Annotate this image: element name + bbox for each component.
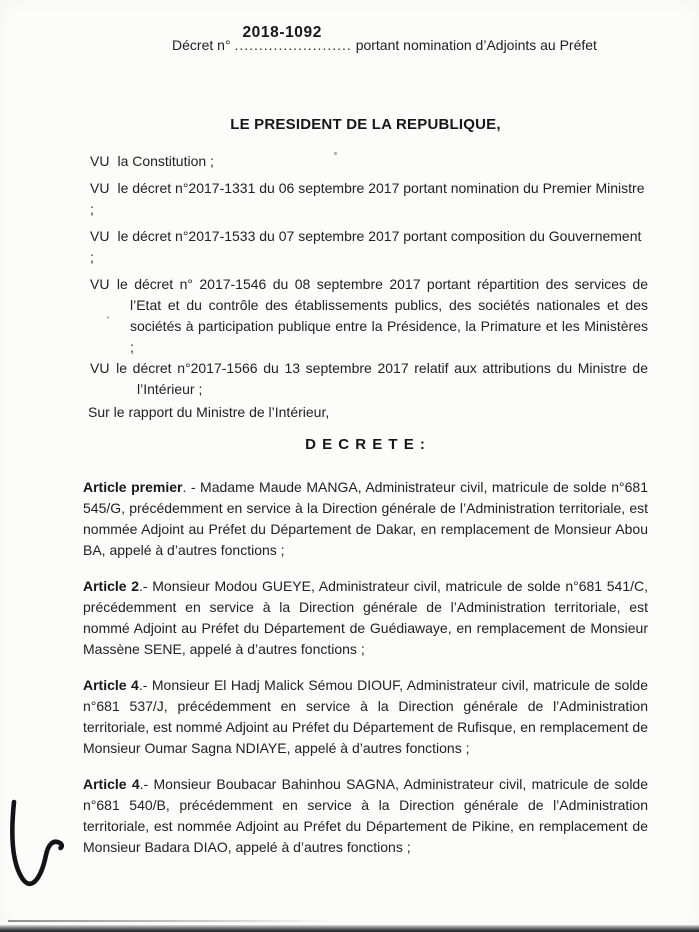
decree-header (102, 24, 667, 56)
visa-label: VU (90, 360, 110, 376)
article-paragraph (83, 477, 648, 561)
article-label: Article 4 (83, 776, 140, 792)
decree-number-slot (234, 24, 352, 56)
visa-text: le décret n°2017-1331 du 06 septembre 2017 portant nomination du Premier Ministre ; (90, 180, 645, 217)
article-paragraph (83, 576, 648, 660)
decree-subject: portant nomination d’Adjoints au Préfet (355, 37, 597, 53)
article-separator: .- (139, 578, 153, 594)
visa-item (83, 178, 648, 220)
visa-label: VU (90, 276, 110, 292)
document-title: LE PRESIDENT DE LA REPUBLIQUE, (230, 116, 501, 133)
decree-label: Décret n° (172, 37, 231, 53)
article-label: Article 4 (83, 677, 139, 693)
visa-text: la Constitution ; (117, 153, 214, 169)
article-separator: .- (139, 776, 154, 792)
visa-item (83, 358, 648, 400)
visa-label: VU (90, 153, 110, 169)
article-text: Monsieur Boubacar Bahinhou SAGNA, Administrateur civil, matricule de solde n°681 540/B, précédemment en service à la Direction générale de l’Administration territoriale, est nommée Adjoint au Préfet du Département de Pikine, en remplacement de Monsieur Badara DIAO, appelé à d’autres fonctions ; (83, 776, 648, 855)
dotted-line: ........................ (234, 37, 352, 53)
article-text: Monsieur El Hadj Malick Sémou DIOUF, Administrateur civil, matricule de solde n°681 537/J, précédemment en service à la Direction générale de l’Administration territoriale, est nommé Adjoint au Préfet du Département de Rufisque, en remplacement de Monsieur Oumar Sagna NDIAYE, appelé à d’autres fonctions ; (83, 677, 648, 756)
visa-text: le décret n°2017-1566 du 13 septembre 2017 relatif aux attributions du Ministre de l’Intérieur ; (116, 360, 648, 397)
article-text: Madame Maude MANGA, Administrateur civil, matricule de solde n°681 545/G, précédemment en service à la Direction générale de l’Administration territoriale, est nommée Adjoint au Préfet du Département de Dakar, en remplacement de Monsieur Abou BA, appelé à d’autres fonctions ; (83, 479, 648, 558)
visa-item (83, 226, 648, 268)
scanner-edge-strip (0, 925, 699, 932)
decree-number-stamp: 2018-1092 (242, 24, 322, 41)
scan-speck (334, 152, 337, 155)
visa-label: VU (90, 180, 110, 196)
decree-heading: D E C R E T E : (305, 436, 426, 453)
article-paragraph (83, 774, 648, 858)
visa-text: le décret n°2017-1533 du 07 septembre 2017 portant composition du Gouvernement ; (90, 228, 642, 265)
visa-item (83, 274, 648, 358)
article-separator: .- (138, 677, 152, 693)
article-label: Article 2 (83, 578, 140, 594)
article-label: Article premier (83, 479, 183, 495)
visa-item (83, 151, 648, 172)
visa-list (83, 151, 648, 423)
document-content (83, 0, 648, 858)
scan-line-artifact (8, 920, 333, 922)
scan-speck (107, 316, 109, 319)
report-line: Sur le rapport du Ministre de l’Intérieur, (88, 404, 330, 420)
article-separator: . - (182, 479, 201, 495)
visa-text: le décret n° 2017-1546 du 08 septembre 2017 portant répartition des services de l’Etat et du contrôle des établissements publics, des sociétés nationales et des sociétés à participation publique entre la Présidence, la Primature et les Ministères ; (116, 276, 648, 355)
article-paragraph (83, 675, 648, 759)
visa-label: VU (90, 228, 110, 244)
article-text: Monsieur Modou GUEYE, Administrateur civil, matricule de solde n°681 541/C, précédemment en service à la Direction générale de l’Administration territoriale, est nommé Adjoint au Préfet du Département de Guédiawaye, en remplacement de Monsieur Massène SENE, appelé à d’autres fonctions ; (83, 578, 649, 657)
handwritten-pen-mark (8, 797, 78, 895)
